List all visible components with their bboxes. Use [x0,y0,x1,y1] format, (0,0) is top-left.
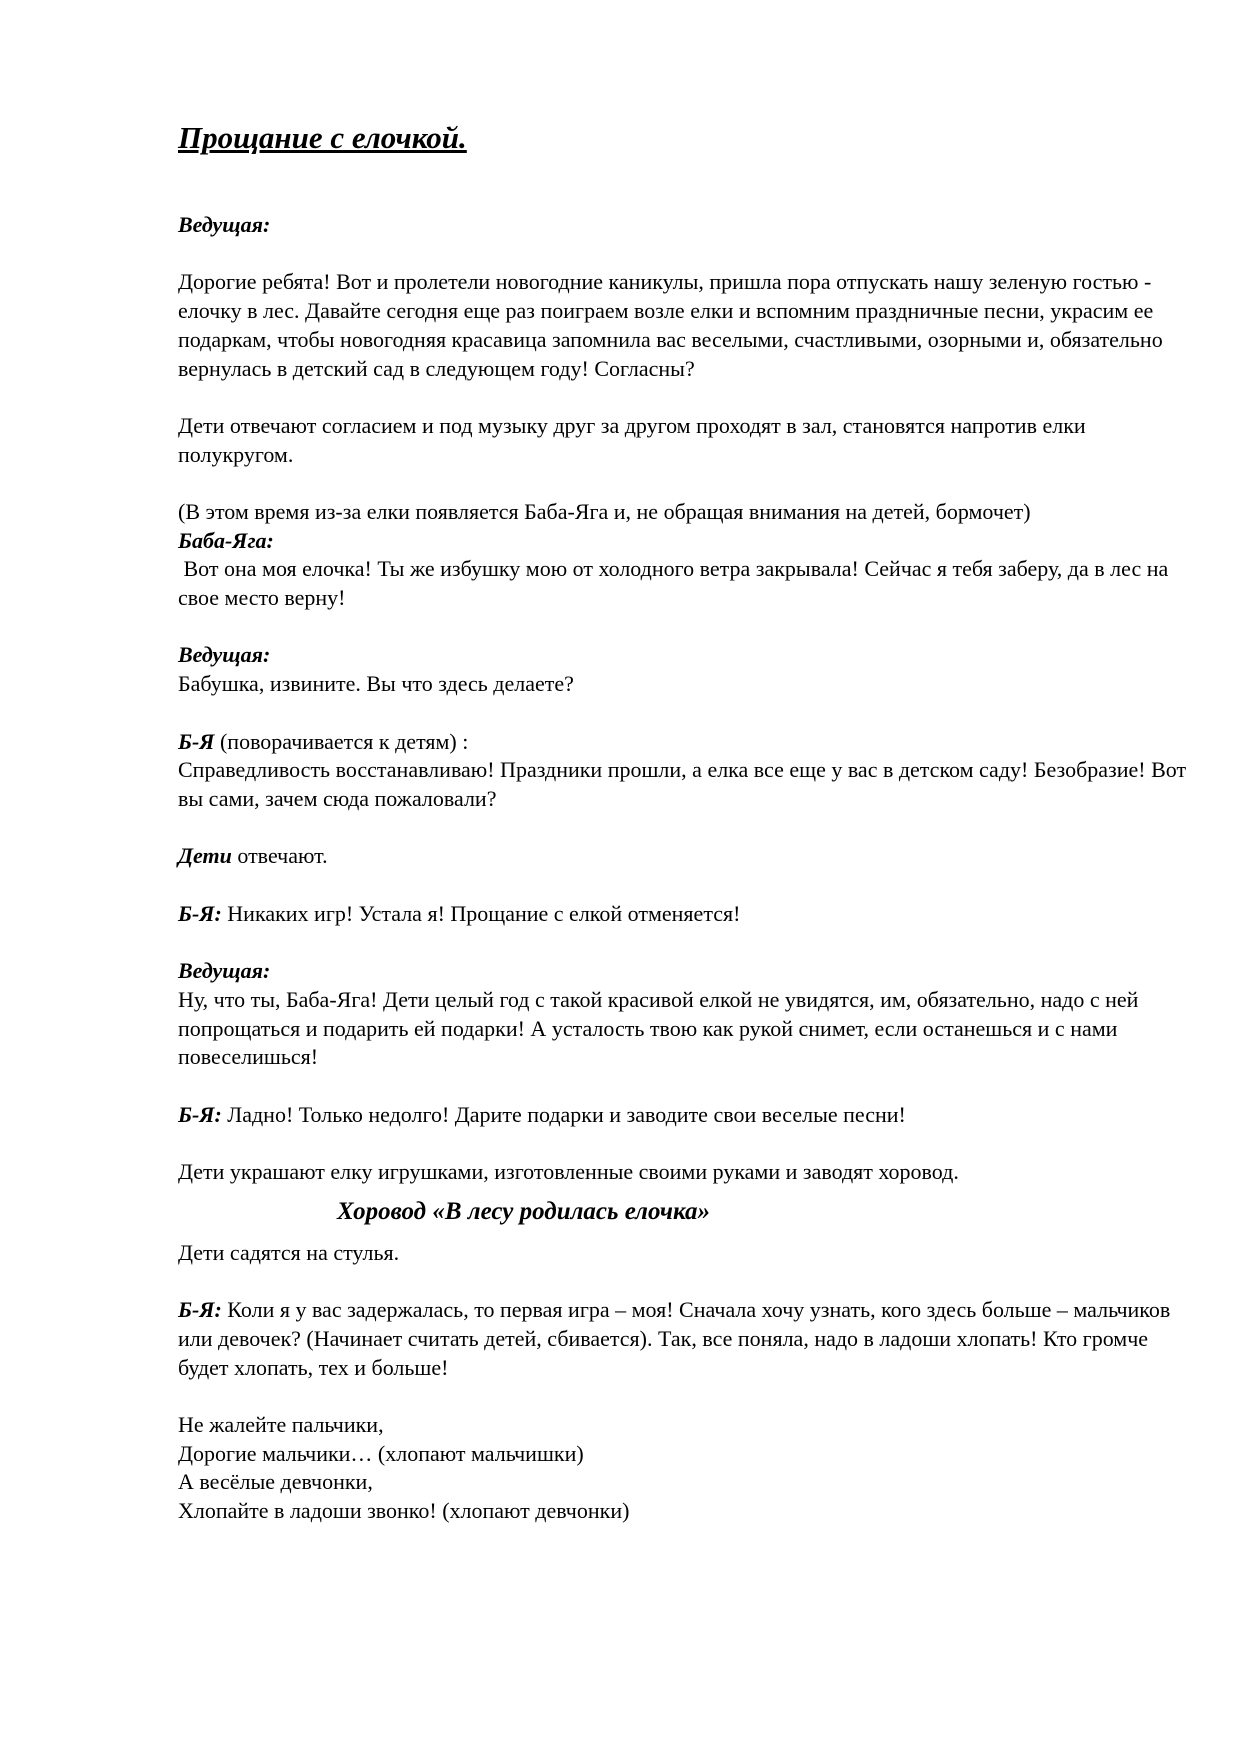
line-text: Никаких игр! Устала я! Прощание с елкой отменяется! [221,900,741,926]
paragraph-decorate-tree: Дети украшают елку игрушками, изготовленные своими руками и заводят хоровод. [178,1159,959,1185]
line-children-answer [178,842,1188,871]
paragraph-children-enter: Дети отвечают согласием и под музыку друг за другом проходят в зал, становятся напротив елки полукругом. [178,412,1086,467]
speaker-host: Ведущая: [178,958,271,984]
speaker-baba-yaga: Баба-Яга: [178,527,274,553]
paragraph-intro: Дорогие ребята! Вот и пролетели новогодние каникулы, пришла пора отпускать нашу зеленую гостью - елочку в лес. Давайте сегодня еще раз поиграем возле елки и вспомним праздничные песни, украсим ее подаркам, чтобы новогодняя красавица запомнила вас веселыми, счастливыми, озорными и, обязательно вернулась в детский сад в следующем году! Согласны? [178,269,1163,381]
paragraph-by-justice: Справедливость восстанавливаю! Праздники прошли, а елка все еще у вас в детском саду! Безобразие! Вот вы сами, зачем сюда пожаловали? [178,757,1187,811]
speaker-by: Б-Я: [178,900,222,926]
speaker-children: Дети [178,843,232,869]
speaker-host: Ведущая: [178,212,271,237]
line-by-agree [178,1101,1188,1130]
speaker-host: Ведущая: [178,642,271,668]
document-title: Прощание с елочкой. [178,120,467,155]
speaker-by: Б-Я: [178,1101,222,1127]
verse-block [178,1411,1188,1526]
paragraph-children-sit: Дети садятся на стулья. [178,1239,400,1265]
line-by-turns [178,728,1188,757]
line-by-no-games [178,900,1188,929]
verse-line: Дорогие мальчики… (хлопают мальчишки) [178,1440,584,1466]
paragraph-host-persuade: Ну, что ты, Баба-Яга! Дети целый год с такой красивой елкой не увидятся, им, обязательно, надо с ней попрощаться и подарить ей подарки! А усталость твою как рукой снимет, если останешься и с нами повеселишься! [178,986,1139,1070]
paragraph-baba-yaga-speech: Вот она моя елочка! Ты же избушку мою от холодного ветра закрывала! Сейчас я тебя заберу, да в лес на свое место верну! [178,556,1174,611]
line-text: Коли я у вас задержалась, то первая игра – моя! Сначала хочу узнать, кого здесь больше – мальчиков или девочек? (Начинает считать детей, сбивается). Так, все поняла, надо в ладоши хлопать! Кто громче будет хлопать, тех и больше! [178,1297,1171,1380]
verse-line: Хлопайте в ладоши звонко! (хлопают девчонки) [178,1498,630,1524]
stage-note: (поворачивается к детям) : [214,728,469,754]
line-text: Ладно! Только недолго! Дарите подарки и заводите свои веселые песни! [221,1101,906,1127]
verse-line: А весёлые девчонки, [178,1469,373,1495]
paragraph-host-question: Бабушка, извините. Вы что здесь делаете? [178,671,574,697]
document-page [178,118,1188,1526]
line-text: отвечают. [231,843,328,869]
paragraph-stage-direction: (В этом время из-за елки появляется Баба-Яга и, не обращая внимания на детей, бормочет) [178,498,1031,524]
song-title: Хоровод «В лесу родилась елочка» [337,1197,711,1225]
verse-line: Не жалейте пальчики, [178,1411,384,1437]
speaker-by: Б-Я [178,728,215,754]
speaker-by: Б-Я: [178,1297,222,1323]
line-by-game [178,1296,1188,1382]
